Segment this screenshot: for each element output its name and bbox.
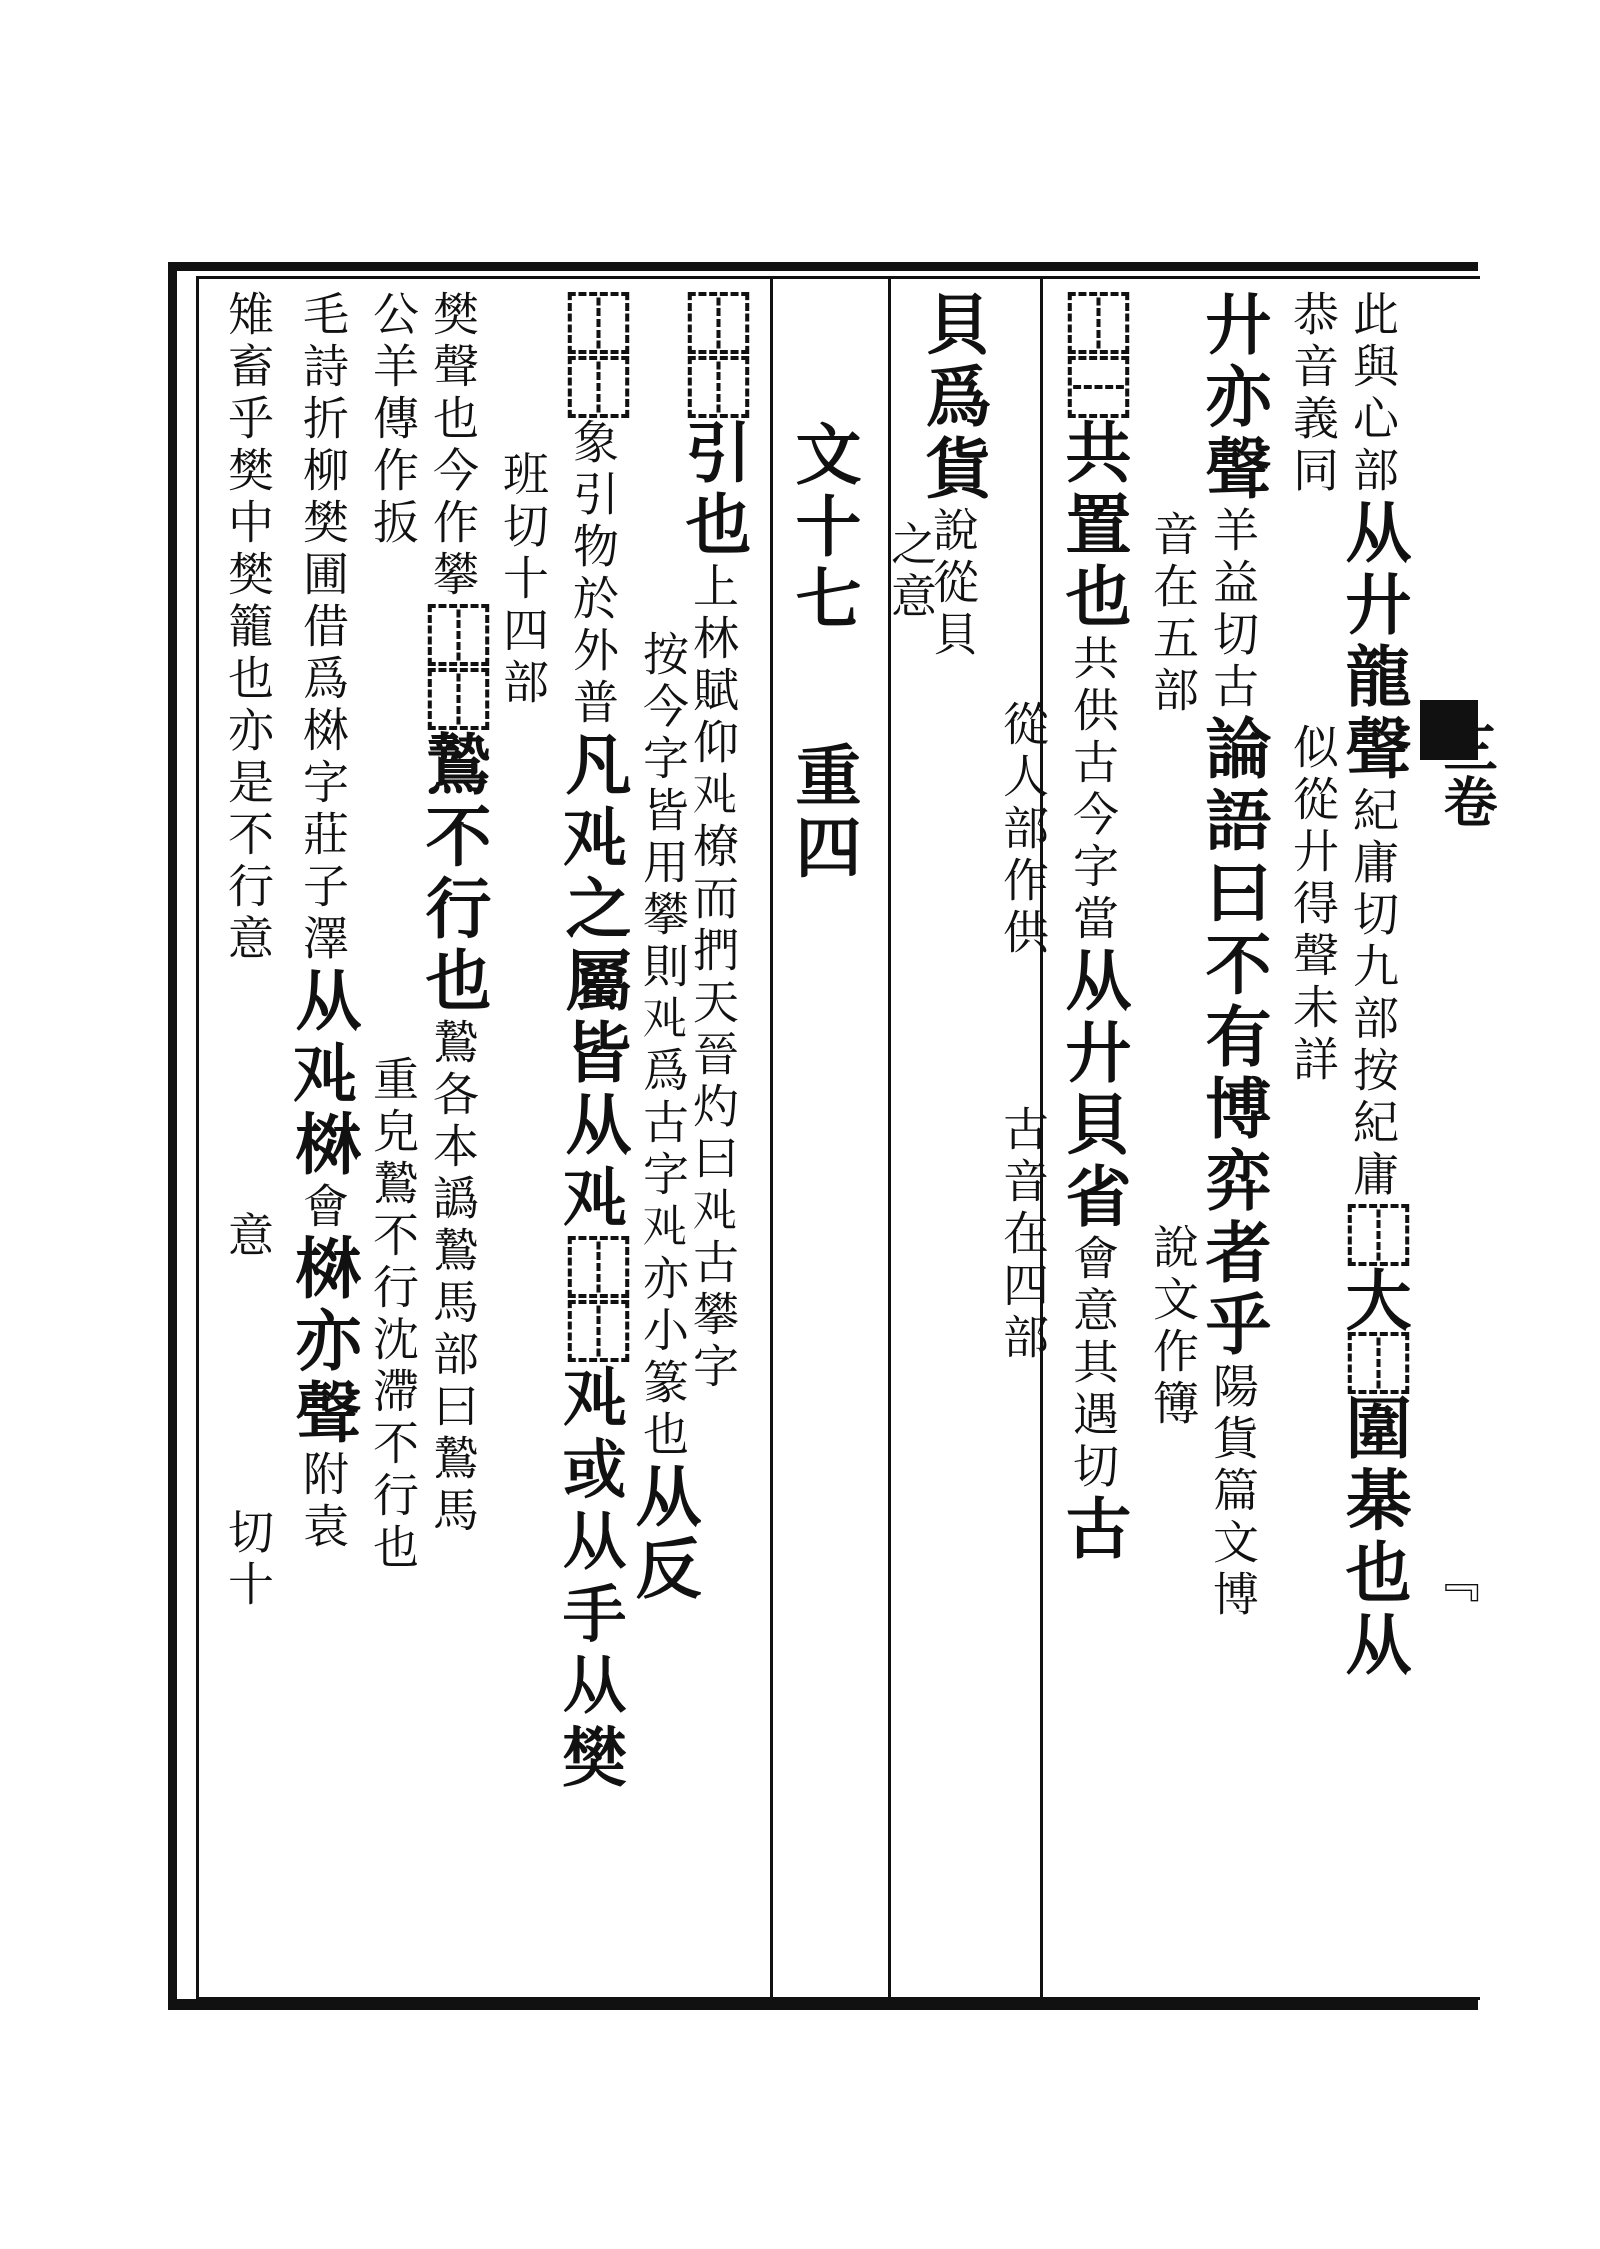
- column-text: 重皃鷙不行沈滯不行也: [366, 1055, 420, 1575]
- column-text: 凡𠬜之屬皆从𠬜: [554, 730, 632, 1234]
- text-column-4: [1146, 510, 1200, 1431]
- seal-glyph: ⿰⿰: [554, 290, 632, 418]
- column-text: 公羊傳作扳: [366, 290, 420, 550]
- column-text: 圍棊也从: [1334, 1394, 1412, 1682]
- column-text: 貝爲貨: [914, 290, 992, 506]
- column-text: 會意其遇切: [1066, 1234, 1120, 1494]
- column-text: 意: [221, 1211, 275, 1263]
- column-text: 似從廾得聲未詳: [1286, 723, 1340, 1087]
- column-text: 羊益切古: [1206, 506, 1260, 714]
- column-text: 共供古今字當: [1066, 634, 1120, 946]
- column-text: 象引物於外: [566, 418, 620, 678]
- column-text: 會: [296, 1182, 350, 1234]
- text-column-9: [784, 420, 862, 885]
- text-column-6: [996, 700, 1050, 1365]
- seal-glyph: ⿰⿱: [1054, 290, 1132, 418]
- column-divider: [770, 278, 773, 1998]
- seal-glyph: ⿰⿰: [674, 290, 752, 418]
- column-text: 恭音義同: [1286, 290, 1340, 498]
- column-text: 𠬜或从手从樊: [554, 1362, 632, 1794]
- column-text: 紀庸切九部按紀庸: [1346, 786, 1400, 1202]
- column-text: 之意: [884, 520, 938, 624]
- column-text: 鷙不行也: [414, 730, 492, 1018]
- text-column-14: [414, 290, 492, 1538]
- margin-mark: ﹃: [1430, 1551, 1480, 1609]
- column-text: 雉畜乎樊中樊籠也亦是不行意: [221, 290, 275, 966]
- text-column-2: [1286, 290, 1340, 1087]
- text-column-15: [366, 290, 420, 1575]
- text-column-16: [284, 290, 362, 1554]
- text-column-1: [1334, 290, 1412, 1682]
- column-text: 从𠬜: [284, 966, 362, 1110]
- column-text: 廾亦聲: [1194, 290, 1272, 506]
- text-column-12: [554, 290, 632, 1794]
- column-text: 棥: [284, 1110, 362, 1182]
- column-text: 鷙各本譌鷙馬部曰鷙馬: [426, 1018, 480, 1538]
- column-text: 引也: [674, 418, 752, 562]
- column-text: 从反: [624, 1462, 702, 1606]
- text-column-5: [1054, 290, 1132, 1566]
- seal-glyph: ⿰大⿰: [1334, 1202, 1412, 1394]
- column-text: 從人部作供: [996, 700, 1050, 960]
- column-text: 从廾貝省: [1054, 946, 1132, 1234]
- column-text: 音在五部: [1146, 510, 1200, 718]
- column-text: 論語曰不有博弈者乎: [1194, 714, 1272, 1362]
- column-text: 上林賦仰𠬜橑而捫天晉灼曰𠬜古攀字: [686, 562, 740, 1394]
- column-text: 說文作簙: [1146, 1223, 1200, 1431]
- column-text: 切十: [221, 1508, 275, 1612]
- column-text: 附袁: [296, 1450, 350, 1554]
- text-column-11: [624, 630, 702, 1606]
- column-text: 班切十四部: [496, 450, 550, 710]
- column-text: 毛詩折柳樊圃借爲棥字莊子澤: [296, 290, 350, 966]
- seal-glyph: ⿰⿰: [554, 1234, 632, 1362]
- column-text: 此與心部: [1346, 290, 1400, 498]
- column-text: 古音在四部: [996, 1105, 1050, 1365]
- column-text: 共置也: [1054, 418, 1132, 634]
- text-column-17: [221, 290, 275, 1612]
- column-text: 棥亦聲: [284, 1234, 362, 1450]
- text-column-8: [884, 520, 938, 624]
- column-text: 說從貝: [926, 506, 980, 662]
- column-text: 文十七: [784, 420, 862, 636]
- column-text: 普: [566, 678, 620, 730]
- column-text: 从廾龍聲: [1334, 498, 1412, 786]
- margin-header: 三卷: [1435, 720, 1499, 828]
- column-text: 樊聲也今作攀: [426, 290, 480, 602]
- column-text: 古: [1054, 1494, 1132, 1566]
- column-text: 按今字皆用攀則𠬜爲古字𠬜亦小篆也: [636, 630, 690, 1462]
- column-text: 陽貨篇文博: [1206, 1362, 1260, 1622]
- text-column-3: [1194, 290, 1272, 1622]
- seal-glyph: ⿰⿰: [414, 602, 492, 730]
- text-column-13: [496, 450, 550, 710]
- column-text: 重四: [784, 741, 862, 885]
